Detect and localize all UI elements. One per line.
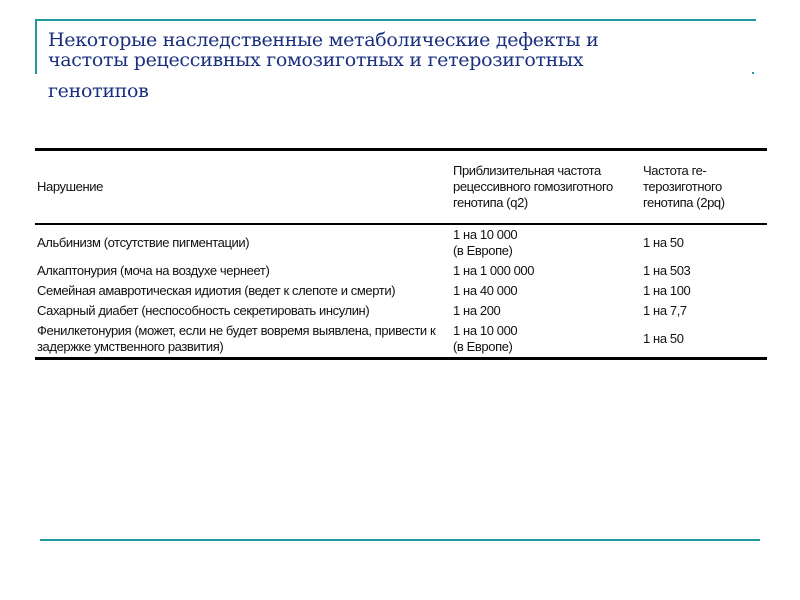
homozygous-note: (в Европе) (453, 339, 513, 354)
bottom-divider (40, 539, 760, 541)
title-line-1: Некоторые наследственные метаболические дефекты и (48, 29, 599, 51)
header-homozygous: Приблизительная частота рецессивного гомозиготного генотипа (q2) (451, 150, 641, 225)
homozygous-cell (451, 261, 641, 281)
decor-dot (752, 72, 754, 74)
homozygous-cell (451, 281, 641, 301)
disorder-cell: Альбинизм (отсутствие пигментации) (37, 235, 250, 250)
slide-title (48, 29, 748, 102)
disorder-cell: Семейная амавротическая идиотия (ведет к слепоте и смерти) (37, 283, 396, 298)
heterozygous-cell: 1 на 7,7 (643, 303, 687, 318)
homozygous-value: 1 на 200 (453, 303, 501, 318)
homozygous-value: 1 на 10 000 (453, 227, 518, 242)
table-header-row (35, 150, 767, 225)
header-disorder: Нарушение (35, 150, 451, 225)
table-row (35, 321, 767, 359)
title-line-3: генотипов (48, 80, 149, 102)
disorders-table (35, 148, 767, 360)
title-line-2: частоты рецессивных гомозиготных и гетерозиготных (48, 49, 584, 71)
homozygous-cell (451, 301, 641, 321)
homozygous-cell (451, 224, 641, 261)
homozygous-value: 1 на 1 000 000 (453, 263, 535, 278)
left-accent-bar (35, 19, 37, 74)
homozygous-note: (в Европе) (453, 243, 513, 258)
disorder-cell: Сахарный диабет (неспособность секретировать инсулин) (37, 303, 370, 318)
table-row (35, 261, 767, 281)
heterozygous-cell: 1 на 50 (643, 331, 684, 346)
table-row (35, 281, 767, 301)
disorder-cell: Фенилкетонурия (может, если не будет вовремя выявлена, привести к задержке умственного развития) (37, 323, 436, 354)
homozygous-cell (451, 321, 641, 359)
heterozygous-cell: 1 на 503 (643, 263, 691, 278)
table-row (35, 301, 767, 321)
homozygous-value: 1 на 40 000 (453, 283, 518, 298)
table-row (35, 224, 767, 261)
homozygous-value: 1 на 10 000 (453, 323, 518, 338)
heterozygous-cell: 1 на 50 (643, 235, 684, 250)
header-heterozygous: Частота ге-терозиготного генотипа (2pq) (641, 150, 767, 225)
disorder-cell: Алкаптонурия (моча на воздухе чернеет) (37, 263, 270, 278)
heterozygous-cell: 1 на 100 (643, 283, 691, 298)
top-divider (35, 19, 756, 21)
